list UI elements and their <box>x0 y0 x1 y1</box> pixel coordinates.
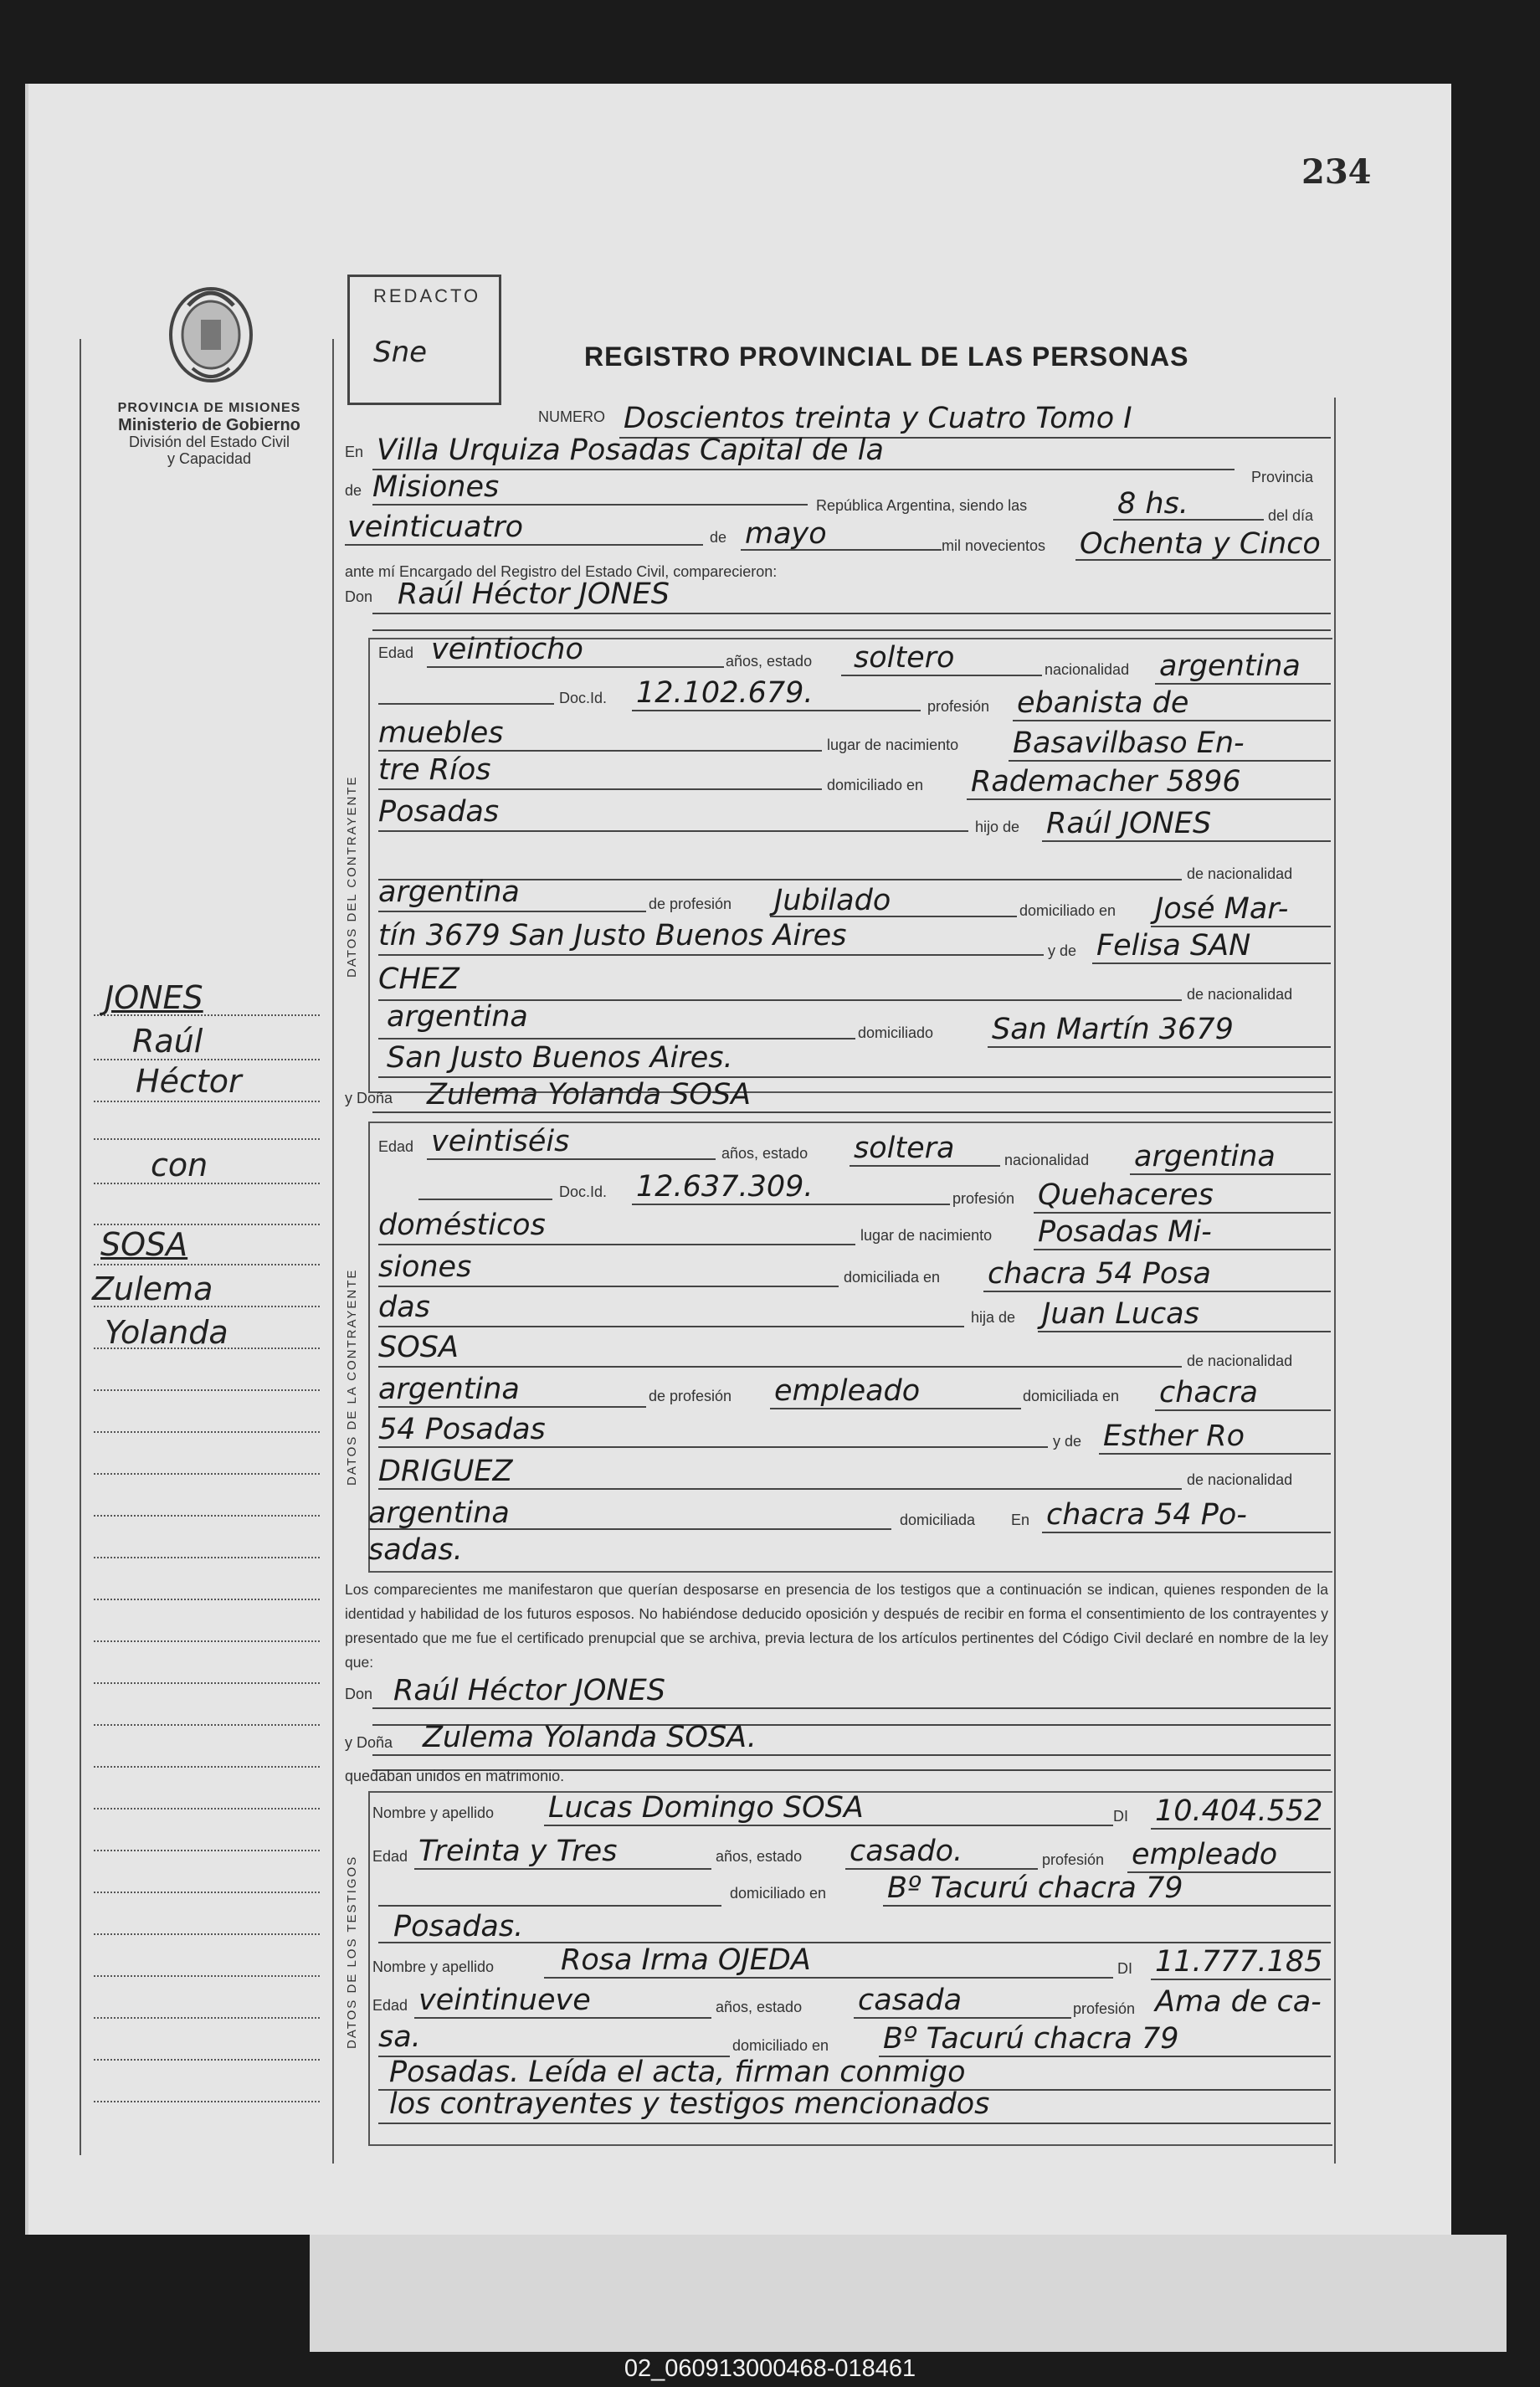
margin-line <box>94 1808 320 1810</box>
margin-line <box>94 1599 320 1600</box>
rule <box>845 1868 1038 1870</box>
contrayenta-madre-dom-2: sadas. <box>368 1533 463 1567</box>
rule <box>378 1942 1331 1943</box>
di-label-2: DI <box>1117 1960 1132 1977</box>
testigo2-nombre: Rosa Irma OJEDA <box>561 1943 811 1977</box>
contrayente-lugar-2: tre Ríos <box>378 753 491 787</box>
di-label: DI <box>1113 1808 1128 1825</box>
lugar-nacimiento-label: lugar de nacimiento <box>827 737 959 753</box>
edad-label-2: Edad <box>372 1997 408 2014</box>
rule <box>378 954 1044 956</box>
union-dona: Zulema Yolanda SOSA. <box>423 1721 757 1754</box>
de-label: de <box>345 482 362 499</box>
margin-line <box>94 1473 320 1475</box>
rule <box>378 1446 1048 1448</box>
nombre-apellido-label: Nombre y apellido <box>372 1804 495 1821</box>
rule <box>1042 840 1331 842</box>
scan-background-strip <box>310 2235 1507 2352</box>
contrayenta-estado: soltera <box>854 1132 955 1165</box>
profesion-label: profesión <box>1042 1851 1105 1868</box>
de-nacionalidad-label: de nacionalidad <box>1187 1353 1293 1369</box>
rule <box>1034 1249 1331 1250</box>
quedaban-text: quedaban unidos en matrimonio. <box>345 1768 565 1784</box>
contrayenta-edad: veintiséis <box>431 1125 570 1158</box>
redacto-box <box>347 275 501 405</box>
domiciliado-label-2: domiciliado <box>858 1024 934 1041</box>
domiciliada-label-2: domiciliada <box>900 1512 976 1528</box>
contrayenta-madre-2: DRIGUEZ <box>378 1455 513 1488</box>
nacionalidad-label: nacionalidad <box>1045 661 1130 678</box>
redacto-label: REDACTO <box>373 285 481 306</box>
contrayente-padre-dom-2: tín 3679 San Justo Buenos Aires <box>378 919 847 952</box>
rule <box>741 549 942 551</box>
provincia-label: Provincia <box>1251 469 1314 485</box>
division-line-1: División del Estado Civil <box>128 434 290 450</box>
numero-label: NUMERO <box>538 408 605 425</box>
margin-line <box>94 1682 320 1684</box>
rule <box>372 504 808 506</box>
anos-estado-label: años, estado <box>721 1145 808 1162</box>
contrayenta-padre-dom-2: 54 Posadas <box>378 1413 546 1446</box>
rule <box>378 1406 646 1408</box>
rule <box>378 830 968 832</box>
edad-label: Edad <box>378 644 414 661</box>
rule <box>418 1199 552 1200</box>
domiciliado-label-2: domiciliado en <box>732 2037 829 2054</box>
rule <box>1155 683 1331 685</box>
contrayenta-section-label: DATOS DE LA CONTRAYENTE <box>345 1268 359 1486</box>
ministry-name: Ministerio de Gobierno <box>118 416 300 434</box>
rule <box>770 1408 1021 1409</box>
redacto-initials: Sne <box>373 336 428 369</box>
margin-line <box>94 1389 320 1391</box>
testigo2-closing-2: los contrayentes y testigos mencionados <box>389 2087 990 2121</box>
anio-value: Ochenta y Cinco <box>1080 527 1321 561</box>
margin-line <box>94 1933 320 1935</box>
contrayente-lugar-1: Basavilbaso En- <box>1013 726 1245 760</box>
rule <box>378 911 646 912</box>
rule <box>378 1488 1182 1490</box>
don-label: Don <box>345 588 373 605</box>
domiciliada-en-label: domiciliada en <box>1023 1388 1120 1404</box>
lugar-value: Villa Urquiza Posadas Capital de la <box>377 434 884 467</box>
de-mes-label: de <box>710 529 727 546</box>
hijo-de-label: hijo de <box>975 819 1020 835</box>
testigo2-domicilio-1: Bº Tacurú chacra 79 <box>883 2022 1179 2056</box>
contrayenta-domicilio-1: chacra 54 Posa <box>988 1257 1211 1291</box>
rule <box>427 1158 716 1160</box>
rule <box>1130 1173 1331 1175</box>
edad-label: Edad <box>372 1848 408 1865</box>
rule <box>1113 519 1264 521</box>
contrayente-doc: 12.102.679. <box>636 676 814 710</box>
rule <box>378 1244 855 1245</box>
margin-name-1: Raúl <box>132 1023 203 1060</box>
contrayente-nombre: Raúl Héctor JONES <box>398 578 670 611</box>
domiciliada-label: domiciliada en <box>844 1269 941 1286</box>
margin-line <box>94 1138 320 1140</box>
y-dona-label: y Doña <box>345 1090 393 1106</box>
contrayente-domicilio-1: Rademacher 5896 <box>971 765 1241 798</box>
contrayente-nacionalidad: argentina <box>1159 649 1301 683</box>
doc-label: Doc.Id. <box>559 690 608 706</box>
rule <box>378 1038 855 1040</box>
en-label-2: En <box>1011 1512 1030 1528</box>
margin-con: con <box>151 1147 208 1183</box>
rule <box>414 1868 711 1870</box>
testigo2-profesion-2: sa. <box>378 2020 421 2054</box>
declaration-paragraph: Los comparecientes me manifestaron que querían desposarse en presencia de los testigos que a continuación se indican, quienes responden de la identidad y habilidad de los futuros esposos. No habiéndose deducido oposición y después de recibir en forma el consentimiento de los contrayentes y presentado que me fue el certificado prenupcial que se archiva, previa lectura de los artículos pertinentes del Código Civil declaré en nombre de la ley que: <box>345 1581 1328 1671</box>
rule <box>1013 720 1331 721</box>
rule <box>414 2017 711 2019</box>
rule <box>1151 1979 1331 1980</box>
contrayente-edad: veintiocho <box>431 633 583 666</box>
contrayente-section-label: DATOS DEL CONTRAYENTE <box>345 775 359 978</box>
profesion-label: profesión <box>952 1190 1015 1207</box>
contrayente-madre-nac: argentina <box>387 1000 528 1034</box>
margin-line <box>94 1975 320 1977</box>
testigo1-edad: Treinta y Tres <box>418 1835 618 1868</box>
contrayente-profesion-1: ebanista de <box>1017 686 1189 720</box>
rule <box>372 469 1235 470</box>
rule <box>544 1825 1113 1826</box>
republica-label: República Argentina, siendo las <box>816 497 1028 514</box>
nombre-apellido-label-2: Nombre y apellido <box>372 1958 495 1975</box>
rule <box>372 1707 1331 1709</box>
testigo1-di: 10.404.552 <box>1155 1794 1323 1828</box>
contrayenta-padre-1: Juan Lucas <box>1042 1297 1199 1331</box>
contrayenta-madre-dom-1: chacra 54 Po- <box>1046 1498 1247 1532</box>
testigo2-profesion-1: Ama de ca- <box>1155 1985 1322 2019</box>
domiciliado-label: domiciliado en <box>730 1885 827 1902</box>
contrayenta-madre-1: Esther Ro <box>1103 1419 1245 1453</box>
rule <box>1151 1828 1331 1830</box>
rule <box>983 1291 1331 1292</box>
rule <box>1042 1532 1331 1533</box>
rule <box>378 788 822 790</box>
margin-name-4: Yolanda <box>105 1314 228 1351</box>
union-don: Raúl Héctor JONES <box>393 1674 665 1707</box>
rule <box>1155 1409 1331 1411</box>
rule <box>1038 1331 1331 1332</box>
rule <box>372 613 1331 614</box>
margin-surname-2: SOSA <box>100 1226 188 1263</box>
margin-line <box>94 1101 320 1102</box>
lugar-nacimiento-label: lugar de nacimiento <box>860 1227 993 1244</box>
hija-de-label: hija de <box>971 1309 1016 1326</box>
rule <box>1151 926 1331 927</box>
province-name: PROVINCIA DE MISIONES <box>117 401 301 415</box>
de-nacionalidad-label: de nacionalidad <box>1187 1471 1293 1488</box>
de-profesion-label: de profesión <box>649 1388 732 1404</box>
margin-line <box>94 1059 320 1060</box>
testigo1-estado: casado. <box>850 1835 963 1868</box>
testigo1-domicilio-1: Bº Tacurú chacra 79 <box>887 1871 1183 1905</box>
division-line-2: y Capacidad <box>167 450 252 467</box>
contrayenta-nombre: Zulema Yolanda SOSA <box>427 1078 752 1111</box>
nacionalidad-label: nacionalidad <box>1004 1152 1090 1168</box>
contrayenta-padre-prof: empleado <box>774 1374 921 1408</box>
rule <box>1099 1453 1331 1455</box>
y-dona-label-2: y Doña <box>345 1734 393 1751</box>
rule <box>378 1905 721 1907</box>
contrayente-padre: Raúl JONES <box>1046 807 1212 840</box>
testigo2-closing-1: Posadas. Leída el acta, firman conmigo <box>389 2056 966 2089</box>
rule <box>378 703 554 705</box>
mil-novecientos-label: mil novecientos <box>942 537 1046 554</box>
margin-line <box>94 1766 320 1768</box>
document-title: REGISTRO PROVINCIAL DE LAS PERSONAS <box>584 341 1189 372</box>
hora-value: 8 hs. <box>1117 487 1188 521</box>
rule <box>427 666 724 668</box>
rule <box>988 1046 1331 1048</box>
mes-value: mayo <box>745 517 827 551</box>
rule <box>967 798 1331 800</box>
contrayente-padre-dom-1: José Mar- <box>1155 892 1289 926</box>
provincia-value: Misiones <box>372 470 500 504</box>
rule <box>770 916 1017 917</box>
margin-line <box>94 1264 320 1265</box>
rule <box>1009 760 1331 762</box>
rule <box>854 2017 1071 2019</box>
contrayenta-doc: 12.637.309. <box>636 1170 814 1204</box>
contrayenta-domicilio-2: das <box>378 1291 430 1324</box>
y-de-label: y de <box>1053 1433 1082 1450</box>
contrayente-madre-dom-1: San Martín 3679 <box>992 1013 1234 1046</box>
ante-mi-label: ante mí Encargado del Registro del Estado Civil, comparecieron: <box>345 563 778 580</box>
de-nacionalidad-label: de nacionalidad <box>1187 986 1293 1003</box>
contrayente-domicilio-2: Posadas <box>378 795 500 829</box>
testigo1-domicilio-2: Posadas. <box>393 1910 524 1943</box>
contrayente-padre-nac: argentina <box>378 875 520 909</box>
margin-name-3: Zulema <box>92 1270 213 1307</box>
contrayenta-nacionalidad: argentina <box>1134 1140 1276 1173</box>
rule <box>883 1905 1331 1907</box>
anos-estado-label: años, estado <box>726 653 813 670</box>
contrayenta-padre-2: SOSA <box>378 1331 459 1364</box>
testigo2-di: 11.777.185 <box>1155 1945 1323 1979</box>
de-profesion-label: de profesión <box>649 896 732 912</box>
image-caption: 02_060913000468-018461 <box>624 2355 916 2382</box>
en-label: En <box>345 444 364 460</box>
rule <box>544 1977 1113 1979</box>
domiciliado-label: domiciliado en <box>827 777 924 793</box>
testigo2-edad: veintinueve <box>418 1984 591 2017</box>
y-de-label: y de <box>1048 942 1077 959</box>
margin-line <box>94 1640 320 1642</box>
rule <box>345 544 703 546</box>
contrayenta-profesion-2: domésticos <box>378 1209 546 1242</box>
margin-line <box>94 1724 320 1726</box>
rule <box>850 1165 1000 1167</box>
de-nacionalidad-label: de nacionalidad <box>1187 865 1293 882</box>
dia-value: veinticuatro <box>347 511 523 544</box>
margin-line <box>94 2017 320 2019</box>
margin-line <box>94 1850 320 1851</box>
page-number: 234 <box>1301 152 1372 192</box>
rule <box>378 1326 964 1327</box>
rule <box>378 2123 1331 2124</box>
rule <box>368 1528 891 1530</box>
margin-surname-1: JONES <box>105 979 203 1016</box>
rule <box>1034 1212 1331 1214</box>
contrayenta-lugar-2: siones <box>378 1250 472 1284</box>
del-dia-label: del día <box>1268 507 1314 524</box>
rule <box>378 750 822 752</box>
contrayenta-lugar-1: Posadas Mi- <box>1038 1215 1212 1249</box>
rule <box>372 629 1331 631</box>
margin-line <box>94 2101 320 2102</box>
rule <box>632 1204 950 1205</box>
margin-line <box>94 1515 320 1517</box>
domiciliado-en-label: domiciliado en <box>1019 902 1116 919</box>
rule <box>378 1286 839 1287</box>
contrayente-madre-dom-2: San Justo Buenos Aires. <box>387 1041 733 1075</box>
margin-line <box>94 1224 320 1225</box>
rule <box>372 1111 1331 1113</box>
margin-line <box>94 1431 320 1433</box>
margin-line <box>94 2059 320 2061</box>
testigo2-estado: casada <box>858 1984 963 2017</box>
testigo1-profesion: empleado <box>1132 1838 1278 1871</box>
rule <box>372 1754 1331 1756</box>
contrayente-estado: soltero <box>854 641 955 675</box>
margin-line <box>94 1892 320 1893</box>
profesion-label: profesión <box>927 698 990 715</box>
rule <box>1092 963 1331 964</box>
doc-label: Doc.Id. <box>559 1183 608 1200</box>
don-label-2: Don <box>345 1686 373 1702</box>
contrayente-padre-prof: Jubilado <box>774 884 891 917</box>
contrayenta-madre-nac: argentina <box>368 1496 510 1530</box>
contrayenta-padre-dom-1: chacra <box>1159 1376 1258 1409</box>
profesion-label-2: profesión <box>1073 2000 1136 2017</box>
contrayente-madre-2: CHEZ <box>378 963 459 996</box>
edad-label: Edad <box>378 1138 414 1155</box>
rule <box>841 675 1042 676</box>
numero-value: Doscientos treinta y Cuatro Tomo I <box>624 402 1132 435</box>
contrayente-madre-1: Felisa SAN <box>1096 929 1251 963</box>
testigo1-nombre: Lucas Domingo SOSA <box>548 1791 864 1825</box>
rule <box>1075 559 1331 561</box>
margin-name-2: Héctor <box>136 1063 242 1100</box>
anos-estado-label-2: años, estado <box>716 1999 803 2015</box>
contrayenta-padre-nac: argentina <box>378 1373 520 1406</box>
anos-estado-label: años, estado <box>716 1848 803 1865</box>
rule <box>632 710 921 711</box>
contrayenta-profesion-1: Quehaceres <box>1038 1178 1214 1212</box>
contrayente-profesion-2: muebles <box>378 716 504 750</box>
testigos-section-label: DATOS DE LOS TESTIGOS <box>345 1855 359 2049</box>
rule <box>378 1366 1182 1368</box>
margin-line <box>94 1557 320 1558</box>
